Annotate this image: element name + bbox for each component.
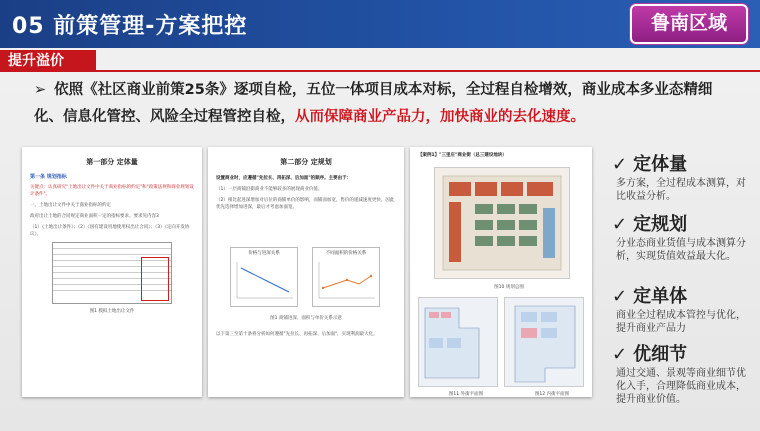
feature-title: 定体量 bbox=[633, 154, 688, 175]
feature-define-planning bbox=[612, 210, 752, 263]
feature-desc: 多方案，全过程成本测算，对比收益分析。 bbox=[616, 178, 746, 202]
feature-define-unit bbox=[612, 282, 752, 335]
feature-title: 优细节 bbox=[633, 344, 688, 365]
doc-heading: 【案例1】"三里庄"商业街（总三建设地块） bbox=[418, 153, 507, 158]
feature-desc: 商业全过程成本管控与优化，提升商业产品力 bbox=[616, 310, 746, 334]
bullet-text: 依照《社区商业前策25条》逐项自检，五位一体项目成本对标，全过程自检增效，商业成本多业态精细化、信息化管控、风险全过程管控自检， bbox=[34, 82, 713, 125]
outer-street-plan-image bbox=[418, 297, 498, 387]
doc-text: 关键点：认真研究"土地出让文件中关于商业指标的约定"和"政策法规和商业规划设计条件"。 bbox=[30, 185, 194, 197]
outer-street-plan-drawing bbox=[419, 298, 497, 386]
doc-caption: 图1 商铺进深、面积与单价关系示意 bbox=[270, 316, 342, 321]
doc-table-image bbox=[52, 242, 172, 304]
highlight-box bbox=[141, 257, 169, 301]
site-plan-image bbox=[434, 167, 570, 279]
region-badge: 鲁南区域 bbox=[630, 4, 748, 44]
doc-text: （1）一层商铺沿街商业不能够较多的展现商业价值。 bbox=[216, 187, 323, 192]
chart-title: 不同面积的价格关系 bbox=[325, 251, 367, 256]
check-icon: ✓ bbox=[612, 286, 628, 307]
document-page-planning bbox=[208, 147, 404, 397]
doc-subheading: 第一条 规划指标 bbox=[30, 174, 67, 180]
doc-filler: （1）《土地出让条件》；（2）《国有建设用地使用权出让合同》；（3）《定向开发协议》。 bbox=[30, 225, 190, 237]
site-plan-drawing bbox=[435, 168, 569, 278]
chart-title: 价格与进深关系 bbox=[248, 251, 280, 256]
feature-define-volume bbox=[612, 150, 752, 203]
doc-filler: （2）相比起进深增加对后位的商铺单价的影响，而铺面加宽，售价的递减速度更快。因此优先选择增加进深，最后才考虑加面宽。 bbox=[216, 198, 395, 210]
document-page-case bbox=[410, 147, 592, 397]
check-icon: ✓ bbox=[612, 154, 628, 175]
page-title: 05 前策管理-方案把控 bbox=[12, 14, 248, 39]
arrow-right-icon: ➢ bbox=[34, 82, 47, 98]
chart-price-depth-plot bbox=[233, 258, 297, 304]
bullet-paragraph bbox=[34, 77, 724, 131]
doc-text: 设置商业时，应遵循"先拉长、再拓深、后加面"的顺序。主要由于： bbox=[216, 176, 352, 181]
feature-title: 定单体 bbox=[633, 286, 688, 307]
doc-heading: 第二部分 定规划 bbox=[280, 158, 332, 166]
chart-price-depth bbox=[230, 247, 298, 307]
doc-text: 政府出让土地的合同规定商业面积一定的指标要求。要求见内容3 bbox=[30, 214, 159, 219]
check-icon: ✓ bbox=[612, 214, 628, 235]
check-icon: ✓ bbox=[612, 344, 628, 365]
doc-caption: 图11 外街平面图 bbox=[448, 392, 484, 397]
doc-text: 以下第三至第十条将分析如何遵循"先拉长、再拓深、后加面"，实现利润最大化。 bbox=[216, 332, 378, 337]
document-page-volume bbox=[22, 147, 202, 397]
doc-caption: 图10 规划总图 bbox=[494, 285, 524, 290]
bullet-highlight-text: 从而保障商业产品力，加快商业的去化速度。 bbox=[295, 109, 585, 125]
chart-area-price-plot bbox=[315, 258, 379, 304]
feature-title: 定规划 bbox=[633, 214, 688, 235]
feature-optimize-details bbox=[612, 340, 752, 406]
doc-caption: 图1 模拟土地出让文件 bbox=[89, 309, 135, 314]
chart-area-price bbox=[312, 247, 380, 307]
inner-street-plan-image bbox=[504, 297, 584, 387]
doc-caption: 图12 内街平面图 bbox=[534, 392, 570, 397]
feature-desc: 分业态商业货值与成本测算分析，实现货值效益最大化。 bbox=[616, 238, 746, 262]
doc-heading: 第一部分 定体量 bbox=[86, 158, 138, 166]
inner-street-plan-drawing bbox=[505, 298, 583, 386]
feature-desc: 通过交通、景观等商业细节优化入手，合理降低商业成本，提升商业价值。 bbox=[616, 368, 746, 405]
section-divider bbox=[96, 70, 760, 72]
doc-text: 一、土地出让文件中关于商业指标的约定 bbox=[30, 203, 111, 208]
section-tag: 提升溢价 bbox=[0, 50, 96, 72]
header-bar bbox=[0, 0, 760, 48]
